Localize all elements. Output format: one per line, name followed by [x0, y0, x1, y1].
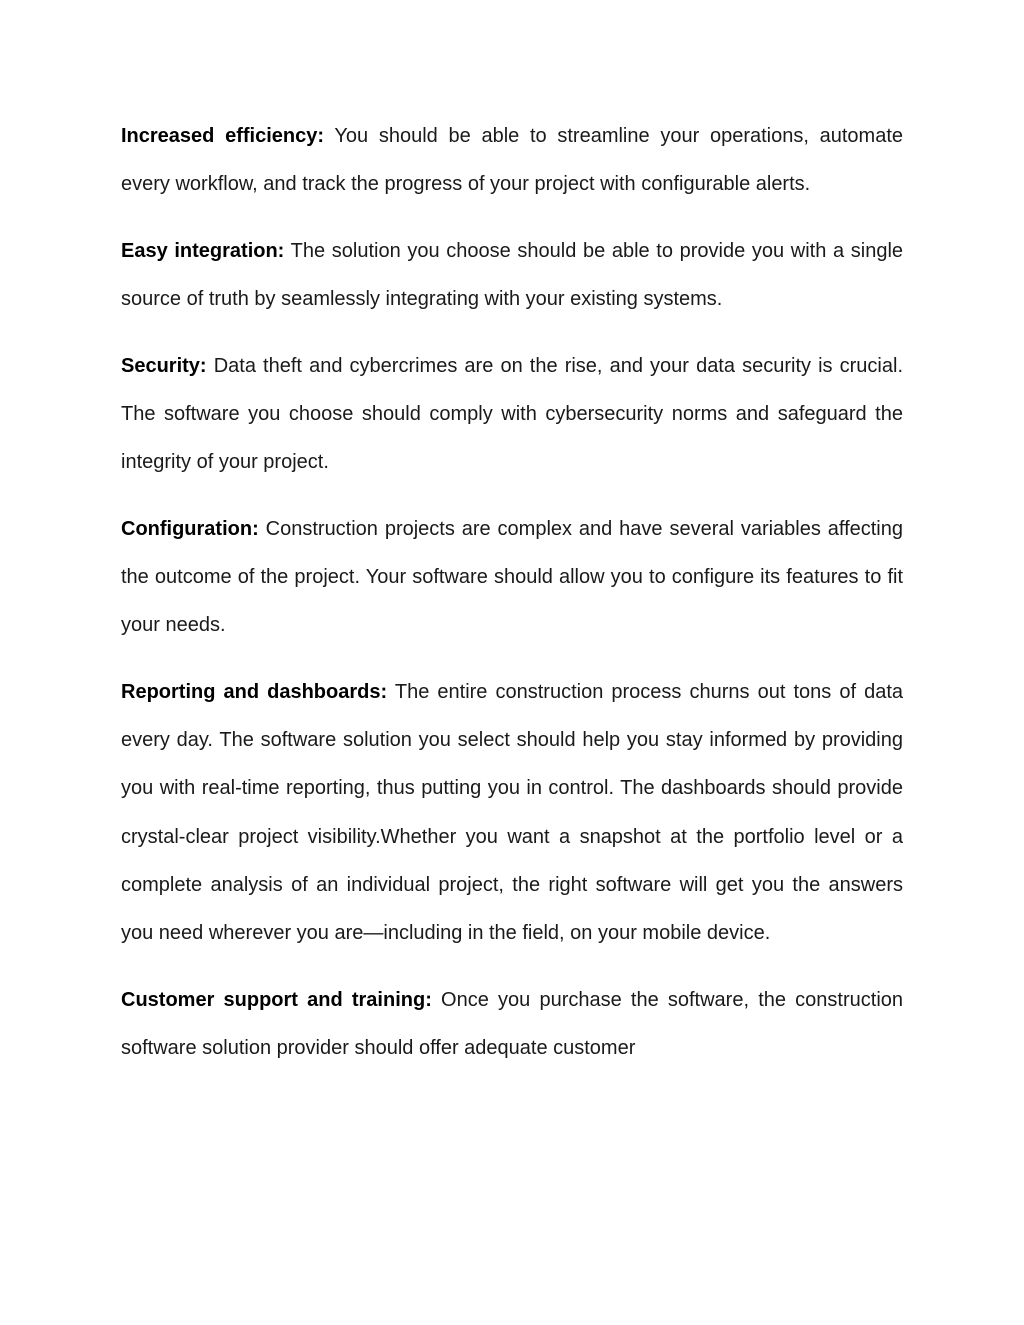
paragraph-term: Easy integration:	[121, 239, 285, 262]
paragraph-text: You should be able to streamline your operations, automate every workflow, and track the progress of your project with configurable alerts.	[121, 125, 903, 196]
paragraph-easy-integration	[121, 227, 903, 323]
paragraph-configuration	[121, 505, 903, 650]
paragraph-text: Data theft and cybercrimes are on the rise, and your data security is crucial. The software you choose should comply with cybersecurity norms and safeguard the integrity of your project.	[121, 354, 903, 474]
paragraph-increased-efficiency	[121, 112, 903, 208]
paragraph-customer-support-and-training	[121, 976, 903, 1072]
paragraph-text: Once you purchase the software, the construction software solution provider should offer adequate customer	[121, 988, 904, 1059]
paragraph-term: Security:	[121, 354, 207, 377]
paragraph-text: The solution you choose should be able to provide you with a single source of truth by seamlessly integrating with your existing systems.	[121, 239, 904, 311]
document-page	[121, 112, 903, 1091]
paragraph-text: Construction projects are complex and have several variables affecting the outcome of the project. Your software should allow you to configure its features to fit your needs.	[121, 517, 903, 637]
paragraph-term: Reporting and dashboards:	[121, 681, 388, 704]
paragraph-security	[121, 342, 903, 487]
paragraph-term: Configuration:	[121, 517, 259, 540]
paragraph-term: Increased efficiency:	[121, 125, 325, 147]
paragraph-text: The entire construction process churns out tons of data every day. The software solution you select should help you stay informed by providing you with real-time reporting, thus putting you in control. The dashboards should provide crystal-clear project visibility.Whether you want a snapshot at the portfolio level or a complete analysis of an individual project, the right software will get you the answers you need wherever you are—including in the field, on your mobile device.	[121, 681, 904, 945]
paragraph-reporting-and-dashboards	[121, 668, 903, 957]
paragraph-term: Customer support and training:	[121, 988, 432, 1011]
